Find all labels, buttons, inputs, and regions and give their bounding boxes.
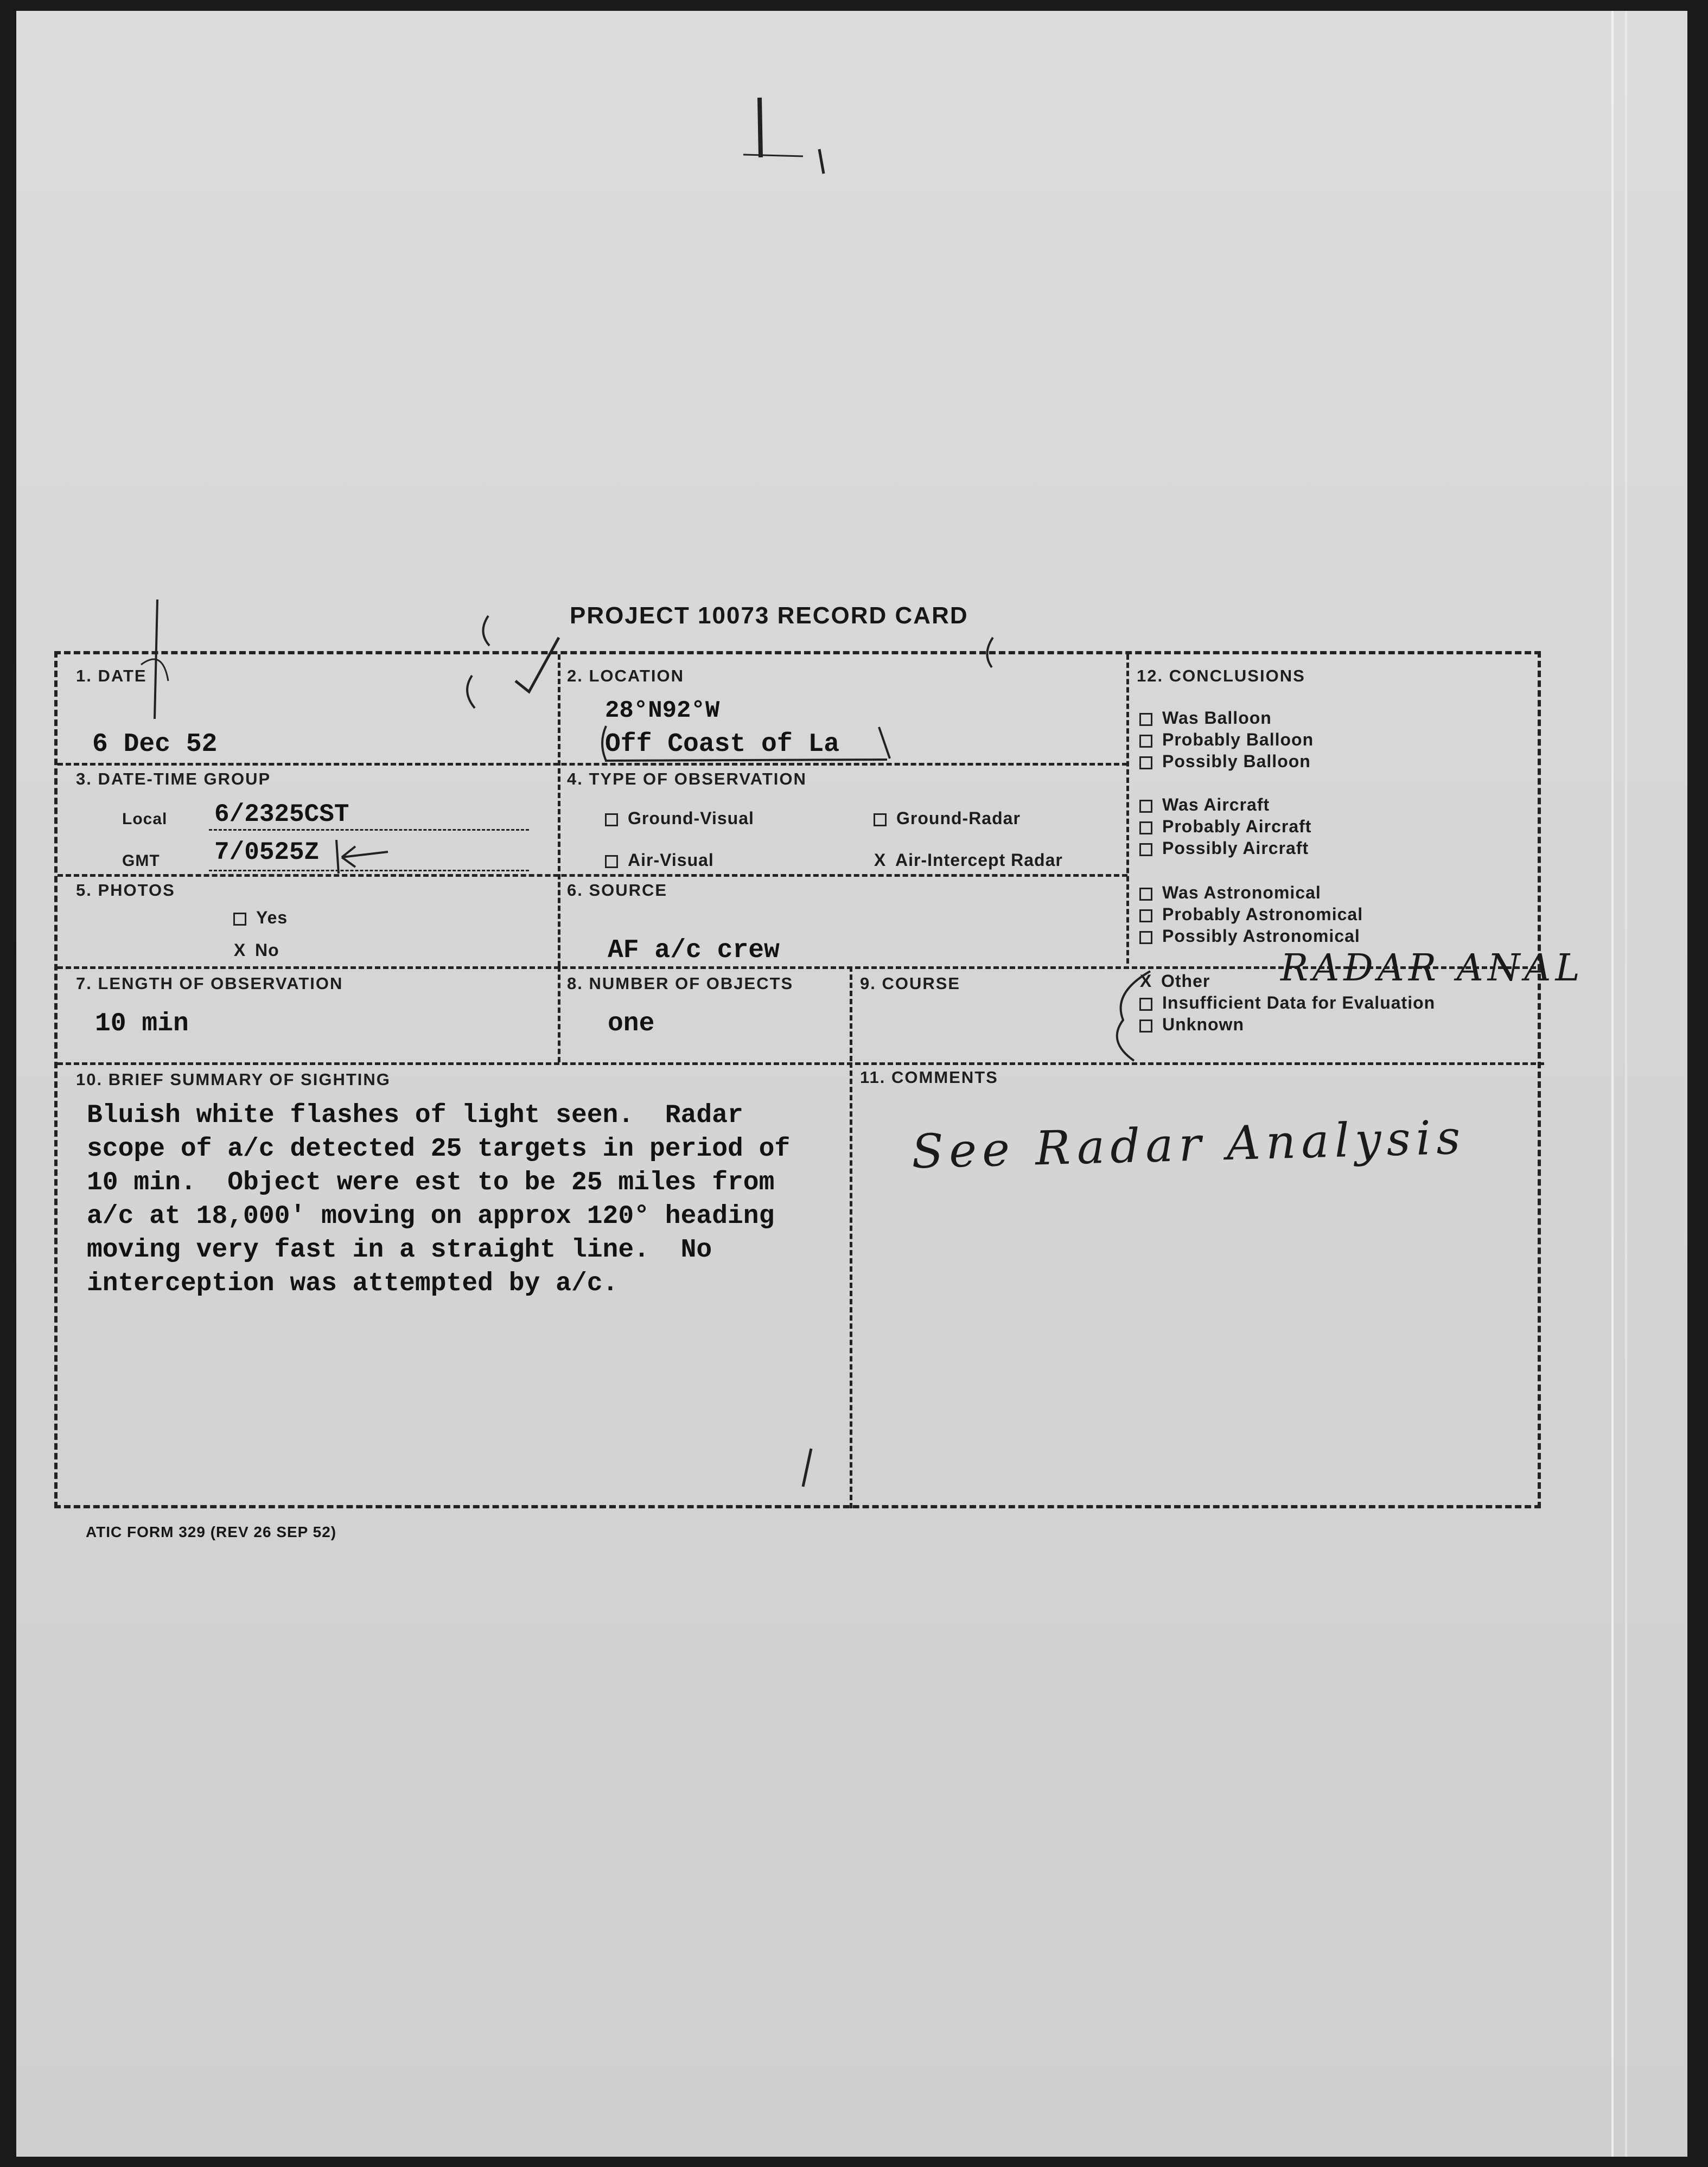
checkbox-icon: [1139, 888, 1152, 901]
summary-label: 10. BRIEF SUMMARY OF SIGHTING: [76, 1070, 391, 1089]
source-label: 6. SOURCE: [567, 881, 668, 900]
conclusion-possibly-aircraft: Possibly Aircraft: [1139, 838, 1309, 858]
card-title: PROJECT 10073 RECORD CARD: [570, 602, 968, 629]
checkbox-icon: [605, 855, 618, 868]
photos-label: 5. PHOTOS: [76, 881, 175, 900]
summary-line: 10 min. Object were est to be 25 miles from: [87, 1168, 775, 1197]
checkbox-icon: [1139, 821, 1152, 834]
location-value: Off Coast of La: [605, 730, 840, 759]
checkbox-icon: [1139, 713, 1152, 726]
conclusion-was-balloon: Was Balloon: [1139, 708, 1272, 728]
grid-rule: [58, 874, 1127, 877]
grid-rule: [558, 874, 560, 966]
course-label: 9. COURSE: [860, 974, 961, 993]
summary-line: a/c at 18,000' moving on approx 120° heading: [87, 1202, 775, 1231]
field-underline: [209, 829, 529, 831]
objects-value: one: [608, 1009, 655, 1038]
film-scratch-line: [1611, 11, 1614, 2157]
checkbox-icon: [233, 913, 246, 926]
option-ground-radar: Ground-Radar: [874, 808, 1021, 828]
underline-mark: [594, 722, 898, 765]
comments-handwritten: See Radar Analysis: [910, 1110, 1467, 1180]
grid-rule: [558, 966, 560, 1062]
checkbox-icon: [605, 813, 618, 826]
option-air-intercept-radar: X Air-Intercept Radar: [874, 850, 1063, 870]
arrow-mark: [331, 836, 396, 879]
conclusion-probably-aircraft: Probably Aircraft: [1139, 817, 1311, 837]
conclusion-was-astronomical: Was Astronomical: [1139, 883, 1321, 903]
checkbox-icon: [874, 813, 887, 826]
checked-x-icon: X: [1139, 971, 1152, 991]
dtg-gmt-label: GMT: [122, 852, 160, 870]
option-ground-visual: Ground-Visual: [605, 808, 754, 828]
date-value: 6 Dec 52: [92, 730, 218, 759]
summary-line: Bluish white flashes of light seen. Radar: [87, 1101, 743, 1130]
other-handwritten: RADAR ANAL: [1280, 947, 1584, 990]
stray-pen-mark: [727, 92, 836, 190]
grid-rule: [58, 1062, 1544, 1065]
dtg-gmt-value: 7/0525Z: [214, 838, 320, 866]
objects-label: 8. NUMBER OF OBJECTS: [567, 974, 794, 993]
checkbox-icon: [1139, 756, 1152, 769]
conclusions-label: 12. CONCLUSIONS: [1137, 666, 1305, 685]
observation-type-label: 4. TYPE OF OBSERVATION: [567, 769, 807, 788]
form-footer: ATIC FORM 329 (REV 26 SEP 52): [86, 1524, 337, 1540]
bracket-mark: [1091, 960, 1161, 1069]
grid-rule: [850, 966, 852, 1061]
film-scratch-line: [1625, 11, 1627, 2157]
dtg-label: 3. DATE-TIME GROUP: [76, 769, 271, 788]
location-label: 2. LOCATION: [567, 666, 685, 685]
conclusion-probably-balloon: Probably Balloon: [1139, 730, 1314, 750]
dtg-local-value: 6/2325CST: [214, 800, 349, 828]
conclusion-was-aircraft: Was Aircraft: [1139, 795, 1270, 815]
length-value: 10 min: [95, 1009, 189, 1038]
stray-pen-mark: [787, 1443, 830, 1497]
checkbox-icon: [1139, 843, 1152, 856]
conclusion-other: X Other: [1139, 971, 1210, 991]
option-photos-yes: Yes: [233, 908, 288, 928]
checked-x-icon: X: [233, 940, 246, 960]
option-photos-no: X No: [233, 940, 279, 960]
length-label: 7. LENGTH OF OBSERVATION: [76, 974, 343, 993]
dtg-local-label: Local: [122, 810, 168, 828]
conclusion-insufficient-data: Insufficient Data for Evaluation: [1139, 993, 1435, 1013]
checkbox-icon: [1139, 909, 1152, 922]
source-value: AF a/c crew: [608, 936, 780, 965]
checkbox-icon: [1139, 931, 1152, 944]
comments-label: 11. COMMENTS: [860, 1068, 998, 1087]
grid-rule: [1126, 654, 1129, 964]
grid-rule: [58, 763, 1127, 766]
conclusion-probably-astronomical: Probably Astronomical: [1139, 904, 1363, 925]
summary-line: moving very fast in a straight line. No: [87, 1235, 712, 1265]
location-coords: 28°N92°W: [605, 697, 720, 724]
summary-line: interception was attempted by a/c.: [87, 1269, 619, 1298]
conclusion-unknown: Unknown: [1139, 1015, 1244, 1035]
checked-x-icon: X: [874, 850, 887, 870]
grid-rule: [850, 1062, 852, 1508]
checkbox-icon: [1139, 800, 1152, 813]
conclusion-possibly-balloon: Possibly Balloon: [1139, 751, 1311, 772]
date-label: 1. DATE: [76, 666, 147, 685]
option-air-visual: Air-Visual: [605, 850, 714, 870]
checkbox-icon: [1139, 735, 1152, 748]
conclusion-possibly-astronomical: Possibly Astronomical: [1139, 926, 1360, 946]
summary-text: [87, 1099, 846, 1301]
summary-line: scope of a/c detected 25 targets in period of: [87, 1135, 791, 1164]
